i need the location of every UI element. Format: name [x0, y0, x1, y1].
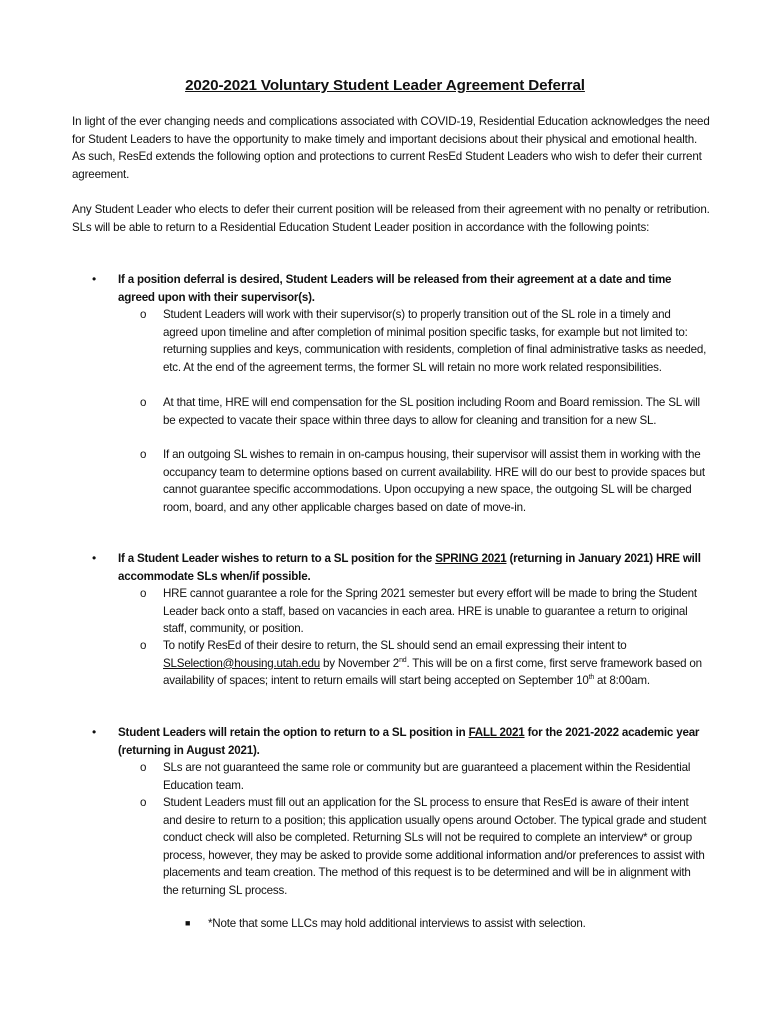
sub-bullet-marker: o — [140, 448, 147, 461]
bullet-marker: • — [92, 551, 97, 565]
section3-note: *Note that some LLCs may hold additional interviews to assist with selection. — [208, 917, 586, 930]
section1-item-2: At that time, HRE will end compensation for the SL position including Room and Board remission. The SL will be expected to vacate their space within three days to allow for cleaning and transition for a new SL. — [163, 396, 700, 427]
sub-bullet-marker: o — [140, 639, 147, 652]
sub-bullet-marker: o — [140, 587, 147, 600]
intro-paragraph-1: In light of the ever changing needs and complications associated with COVID-19, Residential Education acknowledges the need for Student Leaders to have the opportunity to make timely and important decisions about their physical and emotional health. As such, ResEd extends the following option and protections to current ResEd Student Leaders who wish to defer their current agreement. — [72, 115, 710, 181]
section2-item-2: To notify ResEd of their desire to return, the SL should send an email expressing their intent to SLSelection@housing.utah.edu by November 2nd. This will be on a first come, first serve framework based on availability of spaces; intent to return emails will start being accepted on September 10th at 8:00am. — [163, 639, 702, 688]
square-bullet-marker: ■ — [185, 918, 191, 928]
section2-heading: If a Student Leader wishes to return to a SL position for the SPRING 2021 (returning in January 2021) HRE will accommodate SLs when/if possible. — [118, 552, 701, 583]
page-title: 2020-2021 Voluntary Student Leader Agreement Deferral — [185, 77, 585, 94]
sub-bullet-marker: o — [140, 761, 147, 774]
intro-paragraph-2: Any Student Leader who elects to defer their current position will be released from their agreement with no penalty or retribution. SLs will be able to return to a Residential Education Student Leader position in accordance with the following points: — [72, 203, 710, 234]
section3-item-1: SLs are not guaranteed the same role or community but are guaranteed a placement within the Residential Education team. — [163, 761, 691, 792]
bullet-marker: • — [92, 272, 97, 286]
email-link[interactable]: SLSelection@housing.utah.edu — [163, 656, 321, 670]
section3-item-2: Student Leaders must fill out an application for the SL process to ensure that ResEd is aware of their intent and desire to return to a position; this application usually opens around October. The typical grade and student conduct check will also be completed. Returning SLs will not be required to complete an interview* or group process, however, they may be asked to provide some additional information and/or preferences to assist with placements and team creation. The method of this request is to be determined and will be in alignment with the returning SL process. — [163, 796, 707, 897]
sub-bullet-marker: o — [140, 308, 147, 321]
section3-heading: Student Leaders will retain the option to return to a SL position in FALL 2021 for the 2021-2022 academic year (returning in August 2021). — [118, 726, 700, 757]
section1-heading: If a position deferral is desired, Student Leaders will be released from their agreement at a date and time agreed upon with their supervisor(s). — [118, 273, 672, 304]
section1-item-3: If an outgoing SL wishes to remain in on-campus housing, their supervisor will assist them in working with the occupancy team to determine options based on current availability. HRE will do our best to provide spaces but cannot guarantee specific accommodations. Upon occupying a new space, the outgoing SL will be charged room, board, and any other applicable charges based on date of move-in. — [163, 448, 705, 514]
bullet-marker: • — [92, 725, 97, 739]
section1-item-1: Student Leaders will work with their supervisor(s) to properly transition out of the SL role in a timely and agreed upon timeline and after completion of minimal position specific tasks, for example but not limited to: returning supplies and keys, communication with residents, completion of final administrative tasks as needed, etc. At the end of the agreement terms, the former SL will retain no more work related responsibilities. — [163, 308, 707, 374]
section2-item-1: HRE cannot guarantee a role for the Spring 2021 semester but every effort will be made to bring the Student Leader back onto a staff, based on vacancies in each area. HRE is unable to guarantee a return to original staff, community, or position. — [163, 587, 697, 636]
sub-bullet-marker: o — [140, 396, 147, 409]
sub-bullet-marker: o — [140, 796, 147, 809]
